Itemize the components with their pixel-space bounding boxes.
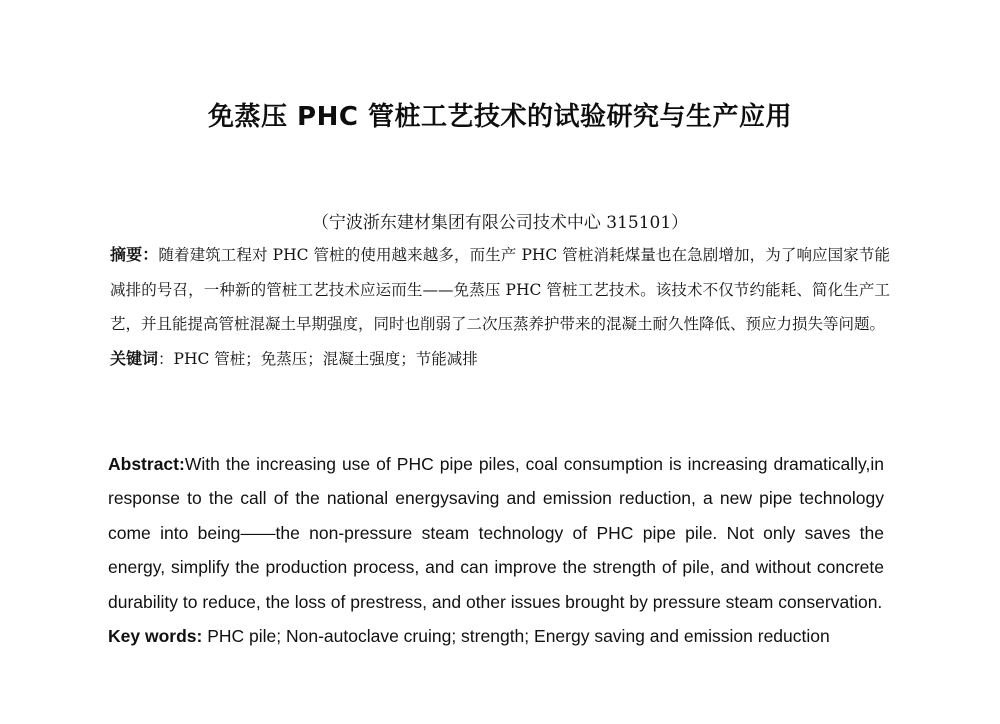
english-keywords xyxy=(108,619,884,653)
chinese-abstract-separator: ： xyxy=(142,245,159,264)
chinese-keywords xyxy=(110,342,890,377)
english-abstract-section xyxy=(108,447,884,653)
english-abstract xyxy=(108,447,884,619)
chinese-abstract-text: 随着建筑工程对 PHC 管桩的使用越来越多，而生产 PHC 管桩消耗煤量也在急剧增加，为了响应国家节能减排的号召，一种新的管桩工艺技术应运而生——免蒸压 PHC 管桩工艺技术。该技术不仅节约能耗、简化生产工艺，并且能提高管桩混凝土早期强度，同时也削弱了二次压蒸养护带来的混凝土耐久性降低、预应力损失等问题。 xyxy=(110,246,890,333)
english-abstract-label: Abstract: xyxy=(108,454,185,474)
chinese-keywords-separator: ： xyxy=(158,349,174,368)
paper-title: 免蒸压 PHC 管桩工艺技术的试验研究与生产应用 xyxy=(207,102,792,132)
english-abstract-text: With the increasing use of PHC pipe piles, coal consumption is increasing dramatically,in response to the call of the national energysaving and emission reduction, a new pipe technology come into being——the non-pressure steam technology of PHC pipe pile. Not only saves the energy, simplify the production process, and can improve the strength of pile, and without concrete durability to reduce, the loss of prestress, and other issues brought by pressure steam conservation. xyxy=(108,454,884,612)
chinese-keywords-label: 关键词 xyxy=(110,348,159,368)
chinese-keywords-text: PHC 管桩；免蒸压；混凝土强度；节能减排 xyxy=(173,349,478,368)
english-keywords-text: PHC pile; Non-autoclave cruing; strength; Energy saving and emission reduction xyxy=(202,626,830,647)
chinese-abstract-section xyxy=(110,238,890,376)
english-keywords-label: Key words: xyxy=(108,626,203,647)
chinese-abstract-label: 摘要 xyxy=(110,245,143,264)
author-affiliation: （宁波浙东建材集团有限公司技术中心 315101） xyxy=(311,213,689,233)
chinese-abstract xyxy=(110,238,890,342)
